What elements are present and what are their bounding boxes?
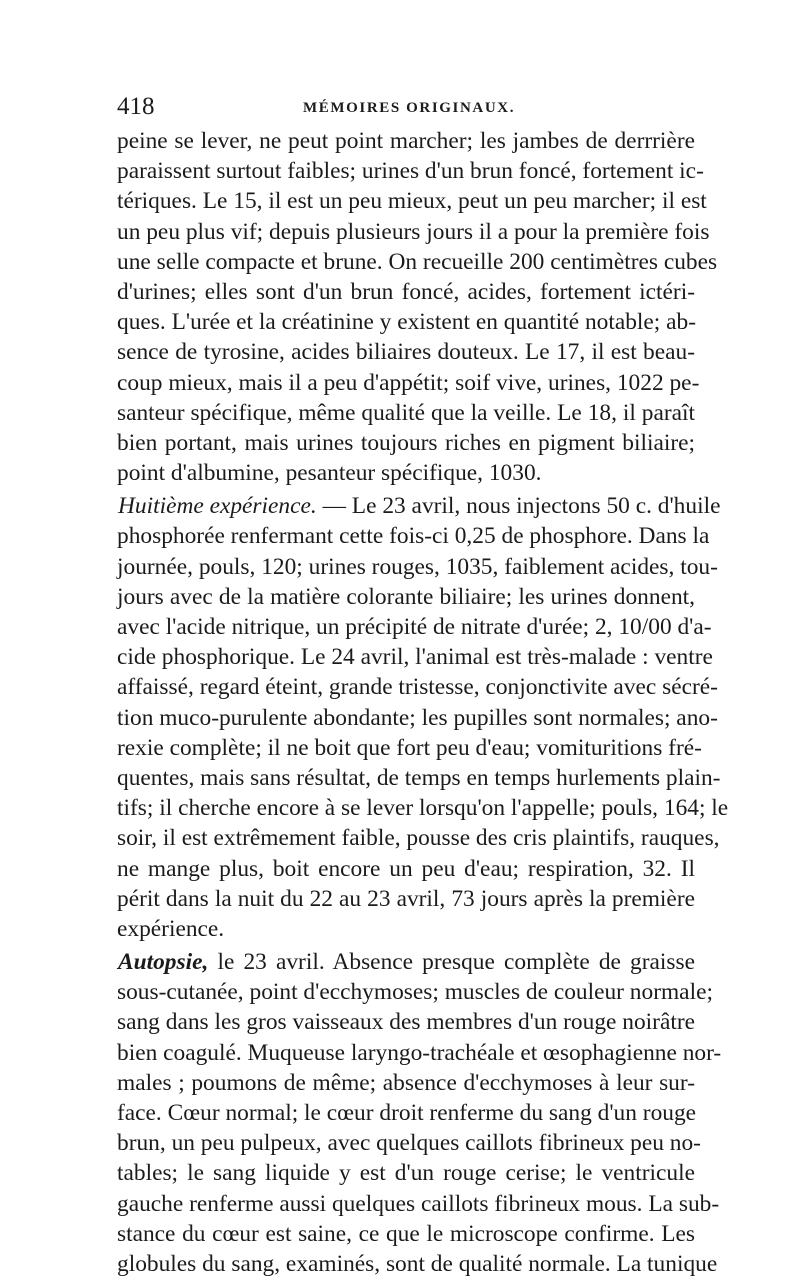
text-line: périt dans la nuit du 22 au 23 avril, 73 jours après la première	[117, 885, 695, 912]
text-line: cide phosphorique. Le 24 avril, l'animal est très-malade : ventre	[117, 644, 713, 671]
paragraph	[117, 491, 729, 944]
text-line: un peu plus vif; depuis plusieurs jours il a pour la première fois	[117, 218, 710, 245]
text-line: expérience.	[117, 915, 225, 942]
text-line: tériques. Le 15, il est un peu mieux, peut un peu marcher; il est	[117, 188, 707, 215]
text-line: sous-cutanée, point d'ecchymoses; muscles de couleur normale;	[117, 979, 713, 1006]
text-line	[117, 947, 695, 977]
text-line: avec l'acide nitrique, un précipité de nitrate d'urée; 2, 10/00 d'a-	[117, 614, 712, 640]
text-line	[117, 491, 721, 521]
text-line: males ; poumons de même; absence d'ecchymoses à leur sur-	[117, 1069, 695, 1096]
text-line: soir, il est extrêmement faible, pousse des cris plaintifs, rauques,	[117, 825, 720, 852]
text-line: bien coagulé. Muqueuse laryngo-trachéale et œsophagienne nor-	[117, 1039, 722, 1066]
text-line: paraissent surtout faibles; urines d'un brun foncé, fortement ic-	[117, 158, 704, 185]
text-line: stance du cœur est saine, ce que le microscope confirme. Les	[117, 1220, 695, 1247]
text-line: une selle compacte et brune. On recueille 200 centimètres cubes	[117, 248, 718, 275]
text-line: quentes, mais sans résultat, de temps en temps hurlements plain-	[117, 764, 721, 791]
text-line: peine se lever, ne peut point marcher; les jambes de derrrière	[117, 128, 695, 154]
text-line: globules du sang, examinés, sont de qualité normale. La tunique	[117, 1250, 718, 1277]
text-line: face. Cœur normal; le cœur droit renferme du sang d'un rouge	[117, 1100, 697, 1126]
text-line-content: le 23 avril. Absence presque complète de graisse	[208, 949, 695, 976]
running-head	[117, 92, 695, 122]
paragraph	[117, 947, 722, 1279]
text-line: phosphorée renfermant cette fois-ci 0,25 de phosphore. Dans la	[117, 523, 710, 550]
text-line: bien portant, mais urines toujours riches en pigment biliaire;	[117, 429, 695, 456]
body-text	[117, 126, 729, 1279]
text-line: point d'albumine, pesanteur spécifique, 1030.	[117, 460, 542, 487]
text-line: rexie complète; il ne boit que fort peu d'eau; vomituritions fré-	[117, 734, 702, 761]
text-line: brun, un peu pulpeux, avec quelques caillots fibrineux peu no-	[117, 1130, 701, 1157]
text-line: gauche renferme aussi quelques caillots fibrineux mous. La sub-	[117, 1190, 720, 1217]
section-run-in-heading: Autopsie,	[118, 949, 209, 976]
text-line: sence de tyrosine, acides biliaires douteux. Le 17, il est beau-	[117, 339, 695, 366]
paragraph	[117, 126, 718, 488]
text-line: journée, pouls, 120; urines rouges, 1035, faiblement acides, tou-	[117, 553, 718, 580]
text-line: ques. L'urée et la créatinine y existent en quantité notable; ab-	[117, 309, 696, 336]
text-line: santeur spécifique, même qualité que la veille. Le 18, il paraît	[117, 399, 695, 426]
section-run-in-heading: Huitième expérience.	[118, 493, 317, 520]
text-line: coup mieux, mais il a peu d'appétit; soif vive, urines, 1022 pe-	[117, 369, 700, 396]
text-line: sang dans les gros vaisseaux des membres d'un rouge noirâtre	[117, 1009, 695, 1036]
text-line: tion muco-purulente abondante; les pupilles sont normales; ano-	[117, 704, 718, 731]
running-head-title: MÉMOIRES ORIGINAUX.	[303, 100, 516, 116]
text-line: d'urines; elles sont d'un brun foncé, acides, fortement ictéri-	[117, 278, 695, 305]
text-line: affaissé, regard éteint, grande tristesse, conjonctivite avec sécré-	[117, 674, 718, 701]
text-line: tables; le sang liquide y est d'un rouge cerise; le ventricule	[117, 1160, 695, 1187]
page-number: 418	[117, 93, 155, 120]
text-line: ne mange plus, boit encore un peu d'eau; respiration, 32. Il	[117, 855, 695, 882]
text-line: jours avec de la matière colorante biliaire; les urines donnent,	[117, 583, 695, 610]
text-line: tifs; il cherche encore à se lever lorsqu'on l'appelle; pouls, 164; le	[117, 795, 729, 822]
text-line-content: — Le 23 avril, nous injectons 50 c. d'huile	[316, 493, 721, 520]
